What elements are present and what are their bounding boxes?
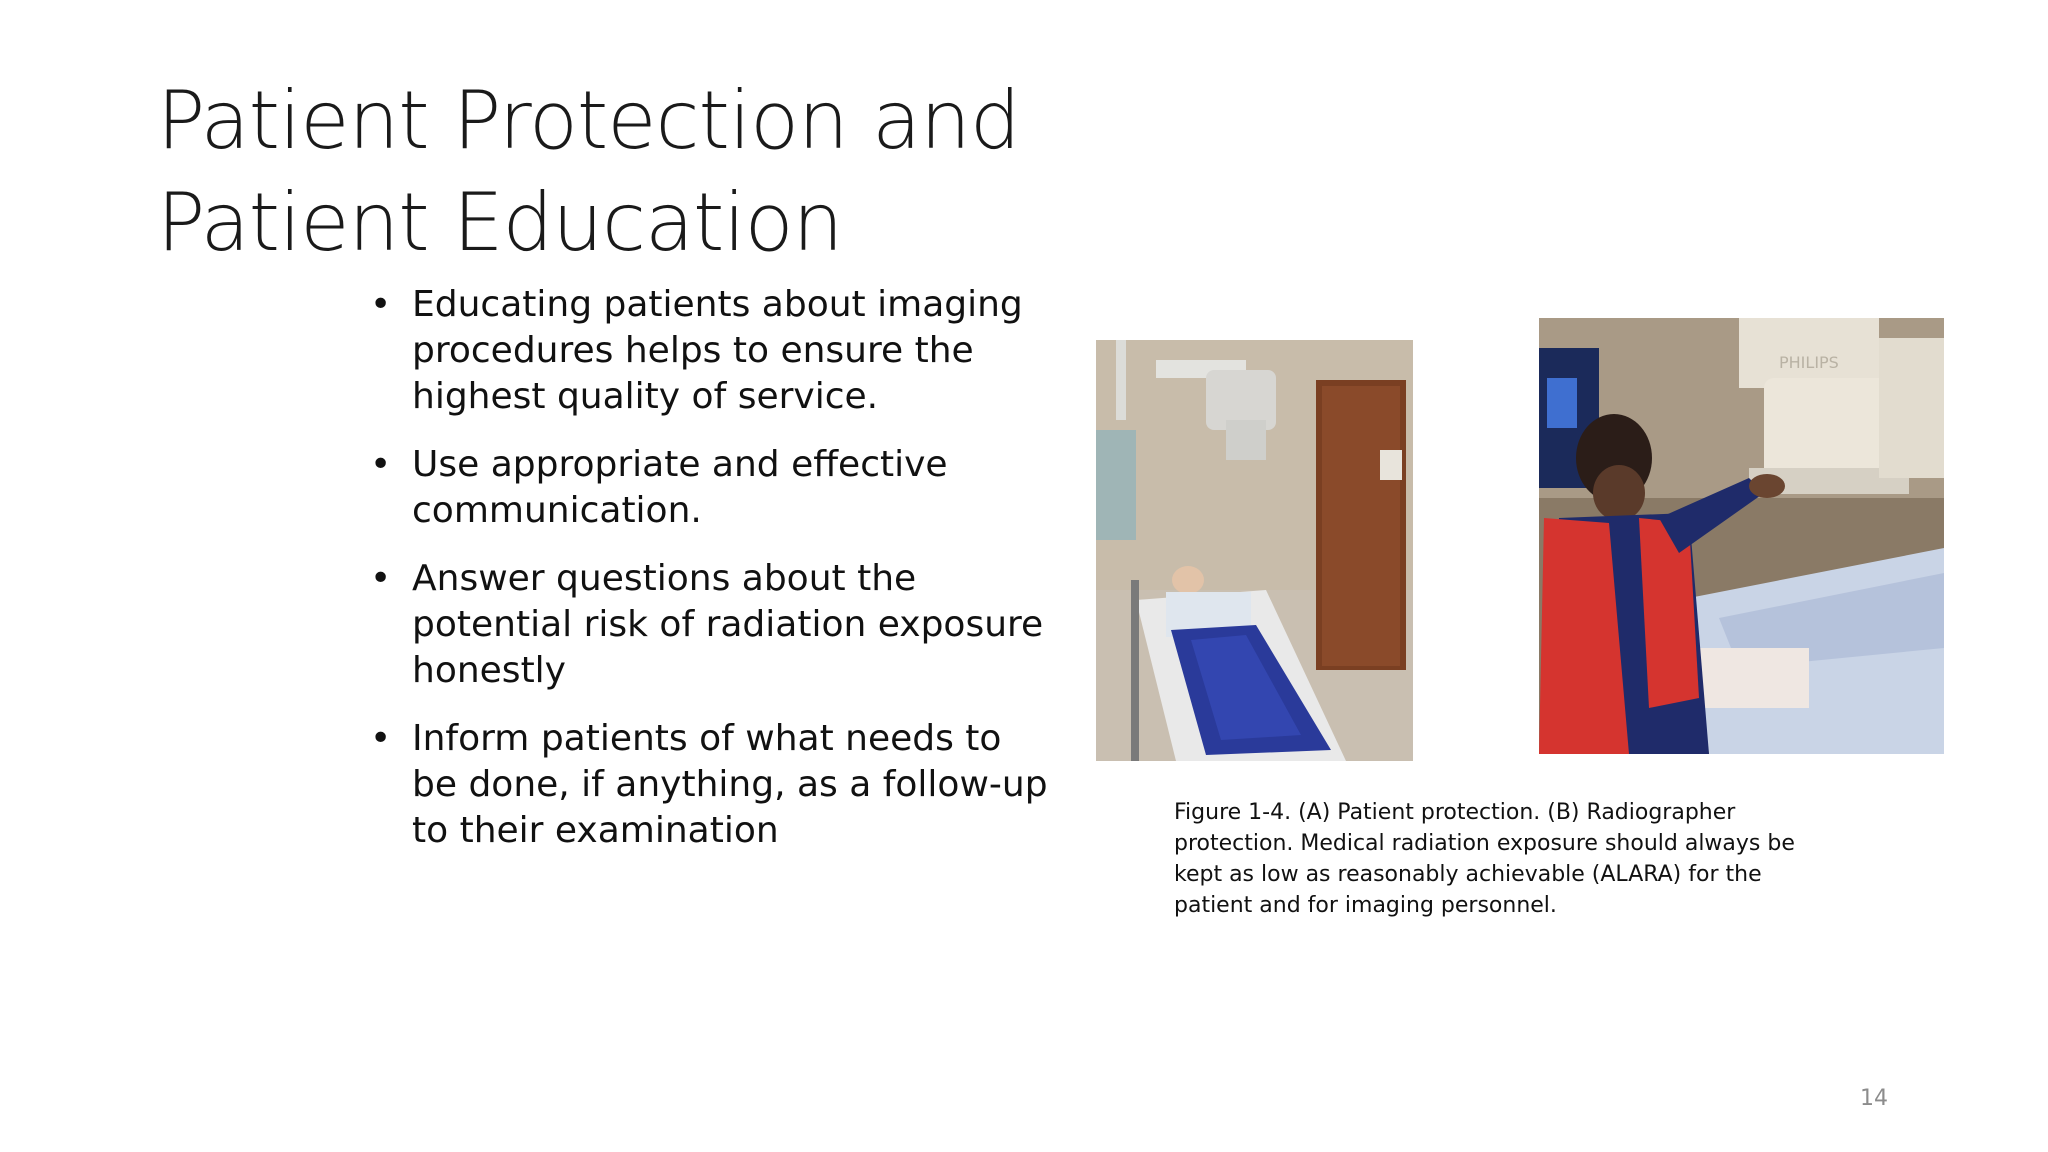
page-number: 14	[1860, 1086, 1888, 1111]
patient-protection-photo	[1096, 340, 1413, 761]
slide-title	[157, 70, 1117, 274]
radiographer-protection-image	[1539, 318, 1944, 754]
title-line-2: Patient Education	[157, 176, 843, 269]
bullet-item	[368, 716, 1048, 854]
bullet-dot: •	[370, 444, 392, 485]
bullet-item	[368, 282, 1048, 420]
bullet-text: Inform patients of what needs to be done, if anything, as a follow-up to their examination	[412, 718, 1048, 851]
philips-logo-text: PHILIPS	[1779, 353, 1839, 372]
bullet-text: Educating patients about imaging procedures helps to ensure the highest quality of service.	[412, 284, 1023, 417]
bullet-item	[368, 442, 1048, 534]
title-line-1: Patient Protection and	[157, 74, 1020, 167]
figure-caption: Figure 1-4. (A) Patient protection. (B) Radiographer protection. Medical radiation exposure should always be kept as low as reasonably achievable (ALARA) for the patient and for imaging personnel.	[1174, 800, 1795, 918]
radiographer-protection-photo	[1539, 318, 1944, 754]
bullet-dot: •	[370, 718, 392, 759]
bullet-item	[368, 556, 1048, 694]
bullet-dot: •	[370, 284, 392, 325]
bullet-text: Answer questions about the potential risk of radiation exposure honestly	[412, 558, 1044, 691]
bullet-text: Use appropriate and effective communication.	[412, 444, 948, 531]
bullet-list	[368, 282, 1048, 876]
bullet-dot: •	[370, 558, 392, 599]
patient-protection-image	[1096, 340, 1413, 761]
